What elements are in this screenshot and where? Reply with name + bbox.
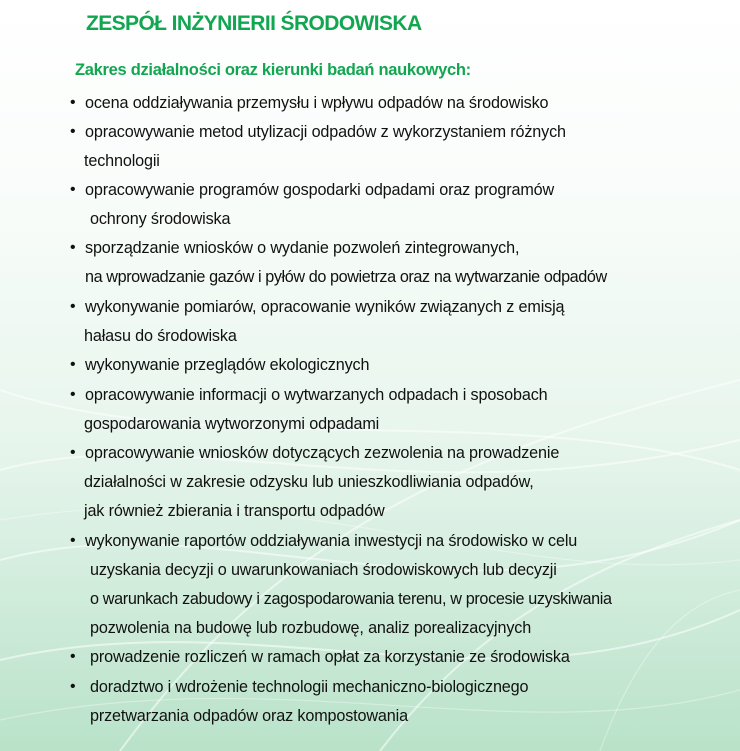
list-item-line: wykonywanie przeglądów ekologicznych [85,356,370,374]
bullet-icon: • [70,386,76,403]
bullet-icon: • [70,648,76,665]
list-item-line: opracowywanie metod utylizacji odpadów z wykorzystaniem różnych [85,123,566,141]
bullet-icon: • [70,678,76,695]
bullet-icon: • [70,94,76,111]
page-title: ZESPÓŁ INŻYNIERII ŚRODOWISKA [86,12,422,35]
list-item-line: o warunkach zabudowy i zagospodarowania terenu, w procesie uzyskiwania [90,590,612,608]
list-item-line: opracowywanie informacji o wytwarzanych odpadach i sposobach [85,386,548,404]
list-item-line: wykonywanie pomiarów, opracowanie wyników związanych z emisją [85,298,565,316]
bullet-icon: • [70,356,76,373]
bullet-icon: • [70,239,76,256]
list-item-line: na wprowadzanie gazów i pyłów do powietrza oraz na wytwarzanie odpadów [85,268,607,286]
list-item-line: jak również zbierania i transportu odpadów [84,502,385,520]
list-item-line: gospodarowania wytworzonymi odpadami [84,415,380,433]
section-subtitle: Zakres działalności oraz kierunki badań naukowych: [75,61,471,79]
bullet-icon: • [70,181,76,198]
bullet-icon: • [70,532,76,549]
bullet-icon: • [70,298,76,315]
list-item-line: opracowywanie wniosków dotyczących zezwolenia na prowadzenie [85,444,560,462]
list-item-line: ochrony środowiska [90,210,231,228]
list-item-line: hałasu do środowiska [84,327,237,345]
list-item-line: technologii [84,152,160,170]
list-item-line: doradztwo i wdrożenie technologii mechaniczno-biologicznego [90,678,529,696]
bullet-icon: • [70,123,76,140]
list-item-line: prowadzenie rozliczeń w ramach opłat za korzystanie ze środowiska [90,648,570,666]
list-item-line: działalności w zakresie odzysku lub unieszkodliwiania odpadów, [84,473,534,491]
list-item-line: ocena oddziaływania przemysłu i wpływu odpadów na środowisko [85,94,549,112]
list-item-line: przetwarzania odpadów oraz kompostowania [90,707,408,725]
list-item-line: uzyskania decyzji o uwarunkowaniach środowiskowych lub decyzji [90,561,557,579]
list-item-line: pozwolenia na budowę lub rozbudowę, analiz porealizacyjnych [90,619,532,637]
bullet-icon: • [70,444,76,461]
list-item-line: opracowywanie programów gospodarki odpadami oraz programów [85,181,555,199]
list-item-line: sporządzanie wniosków o wydanie pozwoleń zintegrowanych, [85,239,520,257]
list-item-line: wykonywanie raportów oddziaływania inwestycji na środowisko w celu [85,532,578,550]
